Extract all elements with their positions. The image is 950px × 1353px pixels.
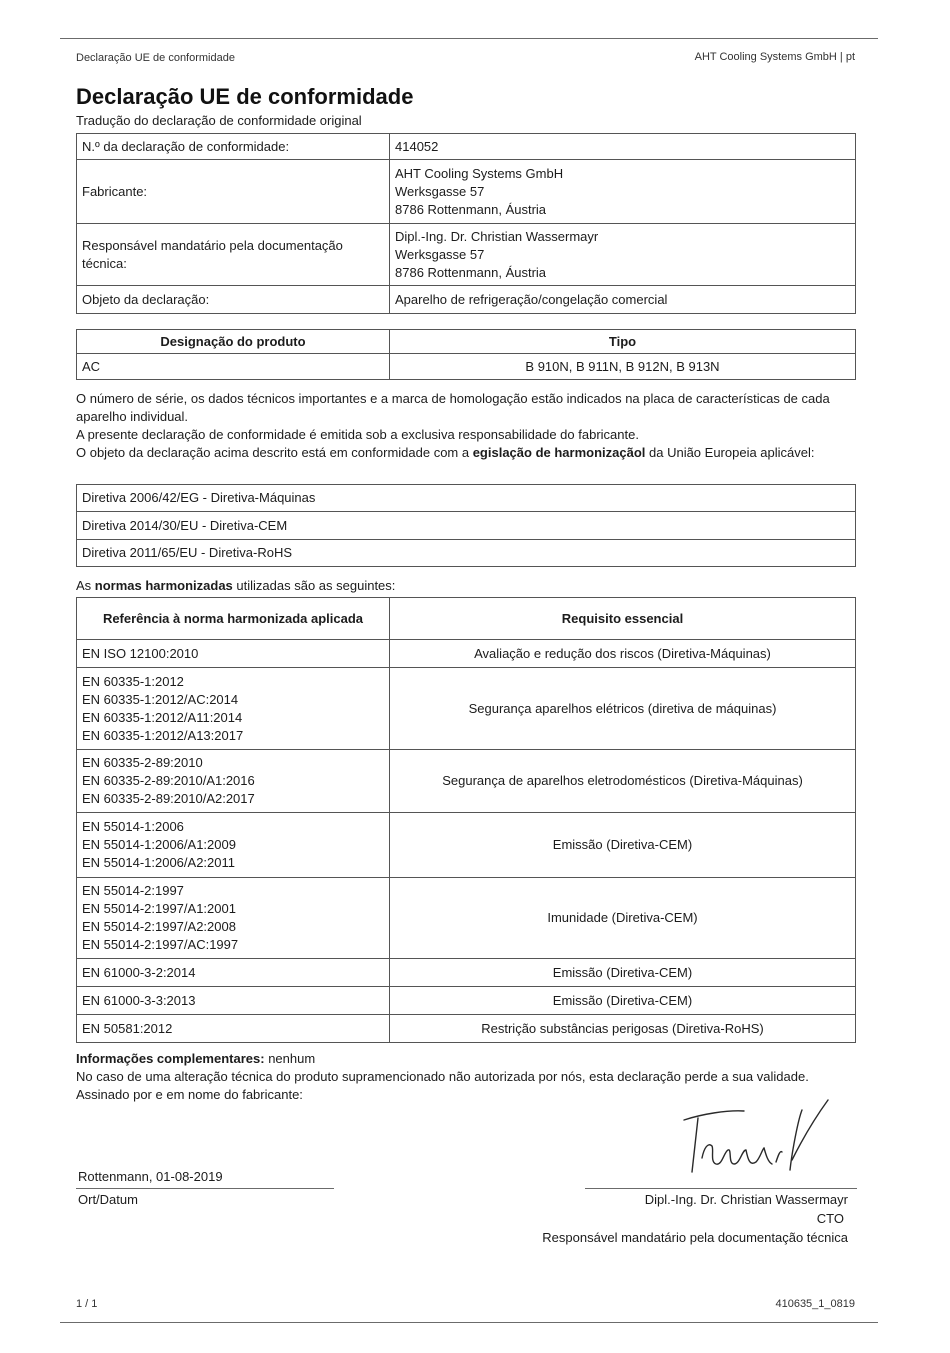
responsibility-text: A presente declaração de conformidade é emitida sob a exclusiva responsabilidade do fabricante. [76, 427, 639, 442]
norm-reference: EN 61000-3-3:2013 [82, 992, 196, 1008]
info-row-number [77, 134, 856, 160]
norm-reference: EN 55014-1:2006/A2:2011 [82, 855, 235, 870]
representative-line: Dipl.-Ing. Dr. Christian Wassermayr [395, 228, 599, 244]
legislation-text-pre: O objeto da declaração acima descrito está em conformidade com a [76, 445, 473, 460]
norm-references [77, 878, 390, 959]
norm-reference: EN 60335-1:2012/AC:2014 [82, 691, 239, 707]
directive-row [77, 512, 856, 540]
conformity-statement [76, 390, 856, 462]
norm-requirement: Segurança aparelhos elétricos (diretiva de máquinas) [390, 668, 856, 750]
norms-intro-pre: As [76, 578, 95, 593]
manufacturer-address [390, 160, 856, 224]
norm-reference: EN 61000-3-2:2014 [82, 964, 196, 980]
complementary-value: nenhum [264, 1051, 316, 1066]
document-title: Declaração UE de conformidade [76, 84, 414, 109]
info-row-representative [77, 224, 856, 286]
representative-address [390, 224, 856, 286]
representative-label: Responsável mandatário pela documentação técnica: [77, 224, 390, 286]
norm-row [77, 668, 856, 750]
directive-cell: Diretiva 2011/65/EU - Diretiva-RoHS [77, 540, 856, 567]
norm-reference: EN 55014-2:1997/A2:2008 [82, 919, 236, 934]
document-code: 410635_1_0819 [775, 1298, 855, 1310]
directive-row [77, 540, 856, 567]
norm-requirement: Avaliação e redução dos riscos (Diretiva-Máquinas) [390, 640, 856, 668]
product-header-row [77, 330, 856, 354]
page-number: 1 / 1 [76, 1298, 98, 1310]
norm-requirement: Imunidade (Diretiva-CEM) [390, 878, 856, 959]
designation-header: Designação do produto [77, 330, 390, 354]
norm-row [77, 1015, 856, 1043]
legislation-text [76, 444, 856, 462]
directive-row [77, 485, 856, 512]
norm-row [77, 987, 856, 1015]
essential-requirement-header: Requisito essencial [390, 598, 856, 640]
product-row [77, 354, 856, 380]
product-types: B 910N, B 911N, B 912N, B 913N [390, 354, 856, 380]
norm-reference: EN 60335-2-89:2010 [82, 755, 203, 770]
info-row-manufacturer [77, 160, 856, 224]
norm-row [77, 959, 856, 987]
directive-cell: Diretiva 2014/30/EU - Diretiva-CEM [77, 512, 856, 540]
manufacturer-line: 8786 Rottenmann, Áustria [395, 201, 547, 217]
manufacturer-line: Werksgasse 57 [395, 183, 485, 199]
signer-role: CTO [816, 1211, 844, 1226]
header-rule [60, 38, 878, 39]
representative-line: 8786 Rottenmann, Áustria [395, 264, 547, 280]
running-header-company: AHT Cooling Systems GmbH | pt [694, 51, 855, 63]
norm-references [77, 640, 390, 668]
validity-text: No caso de uma alteração técnica do produto supramencionado não autorizada por nós, esta declaração perde a sua validade. [76, 1069, 809, 1084]
info-row-object [77, 286, 856, 314]
directives-table [76, 484, 856, 567]
norm-requirement: Emissão (Diretiva-CEM) [390, 959, 856, 987]
norm-reference: EN 60335-1:2012/A11:2014 [82, 709, 243, 725]
norm-row [77, 878, 856, 959]
legislation-text-post: da União Europeia aplicável: [645, 445, 815, 460]
directive-cell: Diretiva 2006/42/EG - Diretiva-Máquinas [77, 485, 856, 512]
type-header: Tipo [390, 330, 856, 354]
norms-intro-bold: normas harmonizadas [94, 578, 233, 593]
handwritten-signature [672, 1080, 832, 1180]
place-date-caption: Ort/Datum [78, 1192, 138, 1207]
signer-function: Responsável mandatário pela documentação técnica [542, 1230, 848, 1245]
norm-reference: EN 55014-1:2006 [82, 819, 184, 834]
norm-row [77, 640, 856, 668]
norm-requirement: Emissão (Diretiva-CEM) [390, 987, 856, 1015]
place-date-rule [76, 1188, 334, 1189]
serial-info-text: O número de série, os dados técnicos importantes e a marca de homologação estão indicados na placa de características de cada aparelho individual. [76, 391, 830, 424]
signer-name: Dipl.-Ing. Dr. Christian Wassermayr [644, 1192, 848, 1207]
product-designation: AC [77, 354, 390, 380]
norm-reference: EN 55014-2:1997/A1:2001 [82, 901, 236, 916]
norm-references [77, 750, 390, 813]
signature-rule [585, 1188, 857, 1189]
norm-reference: EN 55014-2:1997 [82, 883, 184, 898]
norm-references [77, 1015, 390, 1043]
object-value: Aparelho de refrigeração/congelação comercial [390, 286, 856, 314]
signed-by-text: Assinado por e em nome do fabricante: [76, 1087, 303, 1102]
norm-reference: EN 60335-2-89:2010/A1:2016 [82, 773, 255, 788]
complementary-line [76, 1050, 856, 1068]
norm-reference: EN ISO 12100:2010 [82, 645, 199, 661]
number-value: 414052 [390, 134, 856, 160]
running-header-title: Declaração UE de conformidade [76, 52, 235, 64]
manufacturer-line: AHT Cooling Systems GmbH [395, 165, 564, 181]
norm-reference: EN 60335-1:2012 [82, 673, 184, 689]
norm-references [77, 959, 390, 987]
representative-line: Werksgasse 57 [395, 246, 485, 262]
norm-references [77, 668, 390, 750]
norm-reference: EN 55014-2:1997/AC:1997 [82, 937, 239, 952]
document-subtitle: Tradução do declaração de conformidade original [76, 113, 362, 128]
norm-requirement: Emissão (Diretiva-CEM) [390, 813, 856, 878]
norm-requirement: Segurança de aparelhos eletrodomésticos (Diretiva-Máquinas) [390, 750, 856, 813]
norms-header-row [77, 598, 856, 640]
norms-intro-post: utilizadas são as seguintes: [232, 578, 396, 593]
object-label: Objeto da declaração: [77, 286, 390, 314]
declaration-info-table [76, 133, 856, 314]
norm-references [77, 987, 390, 1015]
norms-intro [76, 577, 856, 595]
complementary-label: Informações complementares: [76, 1051, 265, 1066]
footer-rule [60, 1322, 878, 1323]
place-and-date: Rottenmann, 01-08-2019 [78, 1169, 223, 1184]
norm-reference-header: Referência à norma harmonizada aplicada [77, 598, 390, 640]
norm-reference: EN 60335-1:2012/A13:2017 [82, 727, 244, 743]
product-table [76, 329, 856, 380]
norm-references [77, 813, 390, 878]
norm-reference: EN 60335-2-89:2010/A2:2017 [82, 791, 255, 806]
norm-reference: EN 50581:2012 [82, 1020, 173, 1036]
legislation-text-bold: egislação de harmonizaçãol [472, 445, 646, 460]
number-label: N.º da declaração de conformidade: [77, 134, 390, 160]
harmonized-norms-table [76, 597, 856, 1043]
signer-block [542, 1190, 848, 1247]
norm-row [77, 813, 856, 878]
norm-requirement: Restrição substâncias perigosas (Diretiva-RoHS) [390, 1015, 856, 1043]
norm-row [77, 750, 856, 813]
norm-reference: EN 55014-1:2006/A1:2009 [82, 837, 236, 852]
manufacturer-label: Fabricante: [77, 160, 390, 224]
